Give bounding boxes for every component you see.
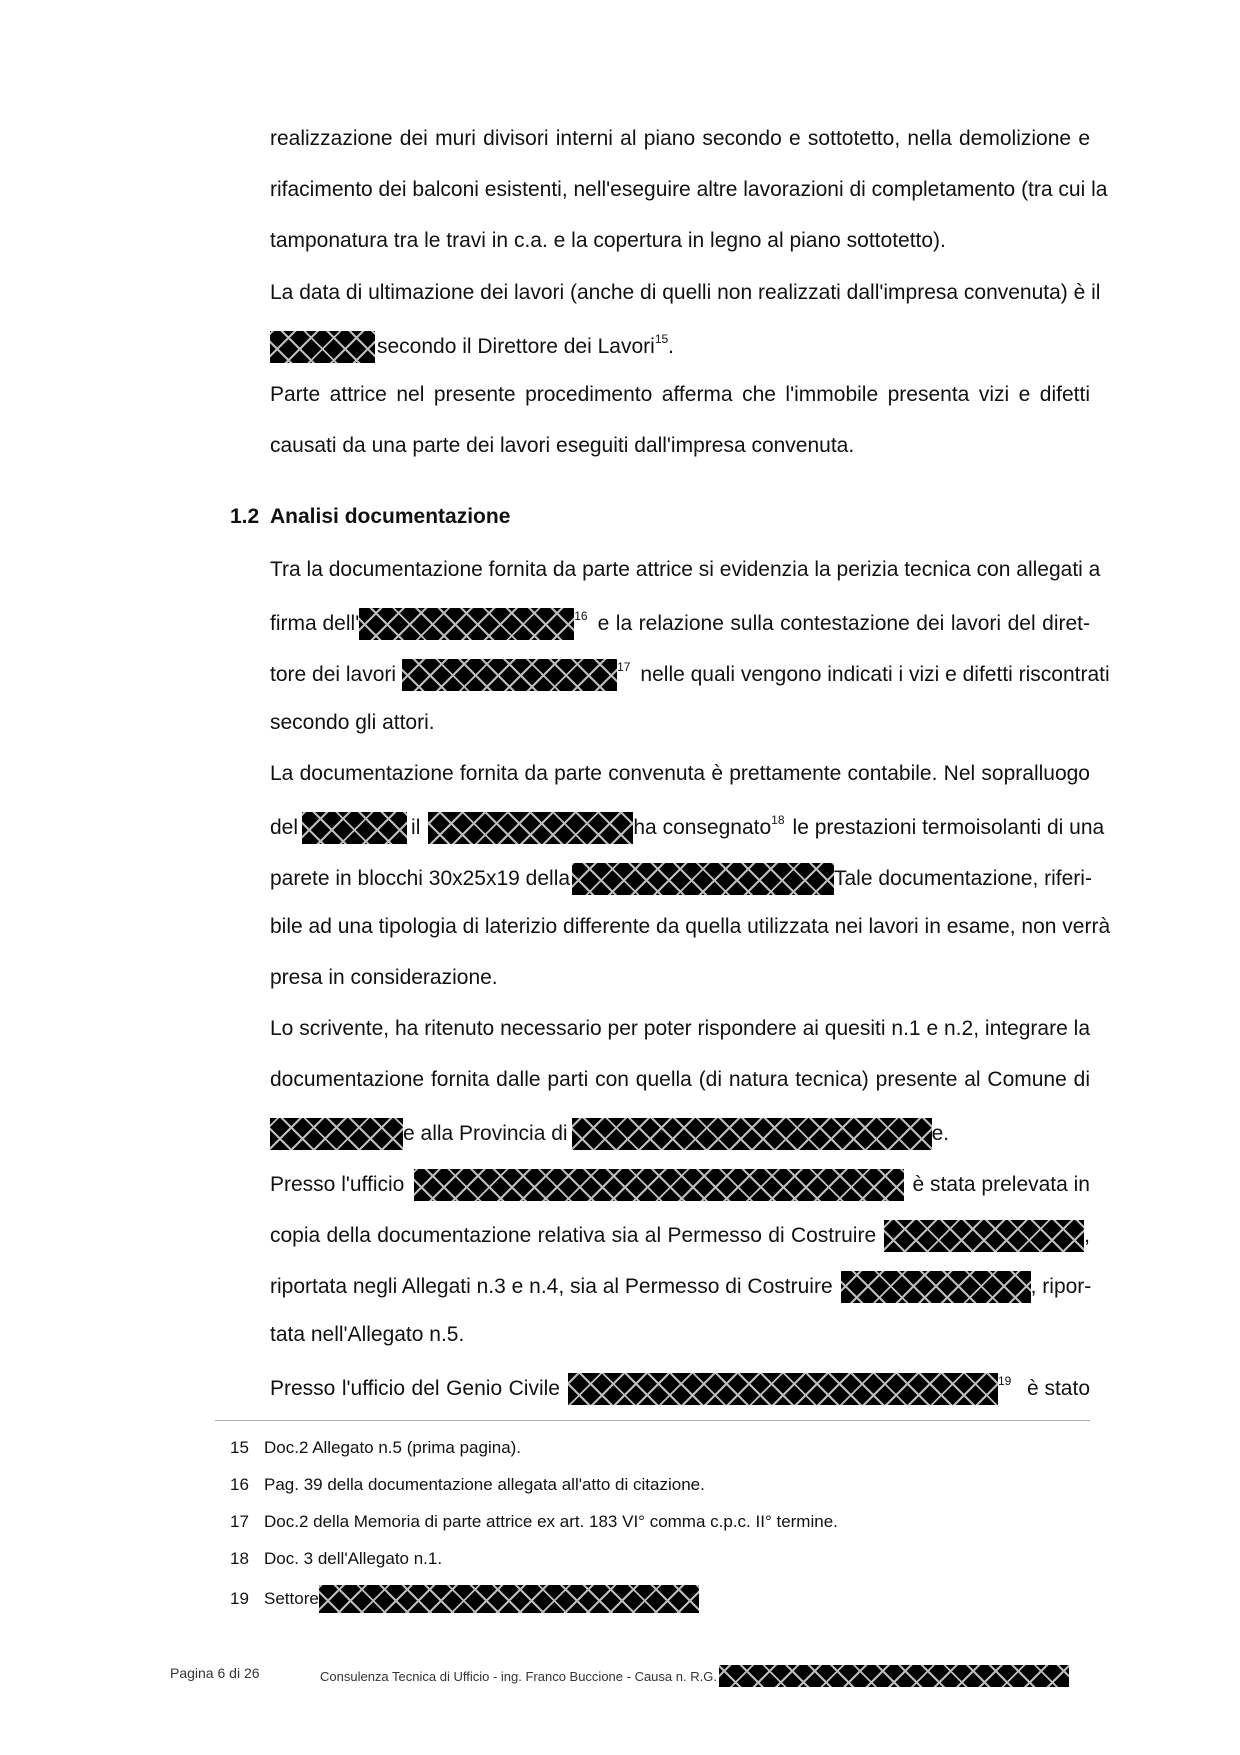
paragraph-text: firma dell' [270,612,360,635]
paragraph-text: secondo il Direttore dei Lavori [377,335,655,358]
redaction-block [402,659,617,691]
redaction-block [302,812,407,844]
text-line: secondo il Direttore dei Lavori $^{15}$ . [270,331,1090,363]
redaction-block [884,1220,1084,1252]
footnote-number: 16 [230,1475,249,1494]
text-line: tore dei lavori $^{17}$ nelle quali vengono indicati i vizi e difetti riscontrati [270,659,1090,691]
text-line [270,914,1111,940]
paragraph-text: realizzazione dei muri divisori interni al piano secondo e sottotetto, nella demolizione e [270,127,1090,150]
text-line: del il ha consegnato $^{18}$ le prestazioni termoisolanti di una [270,812,1090,844]
paragraph-text: documentazione fornita dalle parti con quella (di natura tecnica) presente al Comune di [270,1068,1090,1091]
paragraph-text: il [411,816,421,839]
footnote-text: Doc.2 Allegato n.5 (prima pagina). [264,1438,522,1457]
footnote-text: Doc.2 della Memoria di parte attrice ex art. 183 VI° comma c.p.c. II° termine. [264,1512,838,1531]
text-line [270,1118,1090,1150]
redaction-block [572,863,834,895]
paragraph-text: nelle quali vengono indicati i vizi e difetti riscontrati [640,663,1110,686]
paragraph-text: Lo scrivente, ha ritenuto necessario per poter rispondere ai quesiti n.1 e n.2, integrare la [270,1017,1090,1040]
paragraph-text: e. [931,1122,950,1145]
text-line [270,126,1090,152]
paragraph-text: Presso l'ufficio del Genio Civile [270,1377,560,1400]
section-heading [230,504,510,530]
paragraph-text: copia della documentazione relativa sia al Permesso di Costruire [270,1224,877,1247]
footnote-text: Pag. 39 della documentazione allegata all'atto di citazione. [264,1475,705,1494]
paragraph-text: è stata prelevata in [912,1173,1090,1196]
paragraph-text: causati da una parte dei lavori eseguiti dall'impresa convenuta. [270,434,855,457]
text-line [270,1220,1090,1252]
paragraph-text: e alla Provincia di [403,1122,568,1145]
text-line: firma dell' $^{16}$ e la relazione sulla contestazione dei lavori del diret- [270,608,1090,640]
paragraph-text: secondo gli attori. [270,711,435,734]
footnote-separator [215,1420,1090,1421]
footnote [230,1511,838,1533]
redaction-block [414,1169,904,1201]
text-line: Presso l'ufficio del Genio Civile $^{19}$ è stato [270,1373,1090,1405]
redaction-block [270,331,375,363]
paragraph-text: , ripor- [1030,1275,1092,1298]
page-number-text: Pagina 6 di 26 [170,1665,260,1681]
footnote [230,1474,705,1496]
paragraph-text: del [270,816,299,839]
paragraph-text: riportata negli Allegati n.3 e n.4, sia al Permesso di Costruire [270,1275,833,1298]
paragraph-text: rifacimento dei balconi esistenti, nell'eseguire altre lavorazioni di completamento (tra cui la [270,178,1108,201]
paragraph-text: presa in considerazione. [270,966,498,989]
text-line [270,433,1090,459]
paragraph-text: è stato [1026,1377,1090,1400]
text-line [270,557,1101,583]
text-line [270,863,1090,895]
paragraph-text: . [668,335,675,358]
page-number [170,1665,260,1681]
footnote-number: 17 [230,1512,249,1531]
paragraph-text: bile ad una tipologia di laterizio differente da quella utilizzata nei lavori in esame, non verrà [270,915,1111,938]
footer-title-text: Consulenza Tecnica di Ufficio - ing. Franco Buccione - Causa n. R.G. [320,1668,717,1684]
footer-title [320,1665,1069,1687]
redaction-block [428,812,633,844]
paragraph-text: Tra la documentazione fornita da parte attrice si evidenzia la perizia tecnica con allegati a [270,558,1101,581]
footnote-number: 18 [230,1549,249,1568]
text-line [270,1169,1090,1201]
paragraph-text: tore dei lavori [270,663,397,686]
footnote-text: Settore [264,1589,319,1608]
paragraph-text: tata nell'Allegato n.5. [270,1323,465,1346]
text-line [270,228,1090,254]
redaction-block [359,608,574,640]
paragraph-text: parete in blocchi 30x25x19 della [270,867,571,890]
footnote-number: 15 [230,1438,249,1457]
redaction-block [319,1585,699,1613]
paragraph-text: , [1084,1224,1090,1247]
text-line [270,280,1101,306]
redaction-block [270,1118,403,1150]
paragraph-text: La data di ultimazione dei lavori (anche di quelli non realizzati dall'impresa convenuta) è il [270,281,1101,304]
redaction-block [568,1373,998,1405]
footnote [230,1585,699,1613]
paragraph-text: tamponatura tra le travi in c.a. e la copertura in legno al piano sottotetto). [270,229,946,252]
redaction-block [841,1271,1031,1303]
section-title: Analisi documentazione [270,505,511,528]
text-line [270,177,1108,203]
paragraph-text: Parte attrice nel presente procedimento afferma che l'immobile presenta vizi e difetti [270,383,1090,406]
redaction-block [572,1118,932,1150]
paragraph-text: e la relazione sulla contestazione dei lavori del diret- [597,612,1090,635]
redaction-block [719,1665,1069,1687]
paragraph-text: Tale documentazione, riferi- [834,867,1092,890]
text-line [270,1322,1090,1348]
text-line [270,1067,1090,1093]
paragraph-text: ha consegnato [633,816,772,839]
section-number: 1.2 [230,505,260,528]
text-line [270,1271,1090,1303]
footnote [230,1437,521,1459]
footnote [230,1548,442,1570]
text-line [270,1016,1090,1042]
text-line [270,710,1090,736]
paragraph-text: le prestazioni termoisolanti di una [792,816,1105,839]
footnote-text: Doc. 3 dell'Allegato n.1. [264,1549,443,1568]
footnote-number: 19 [230,1589,249,1608]
text-line [270,761,1090,787]
text-line [270,965,1090,991]
paragraph-text: Presso l'ufficio [270,1173,405,1196]
text-line [270,382,1090,408]
paragraph-text: La documentazione fornita da parte convenuta è prettamente contabile. Nel sopralluogo [270,762,1090,785]
